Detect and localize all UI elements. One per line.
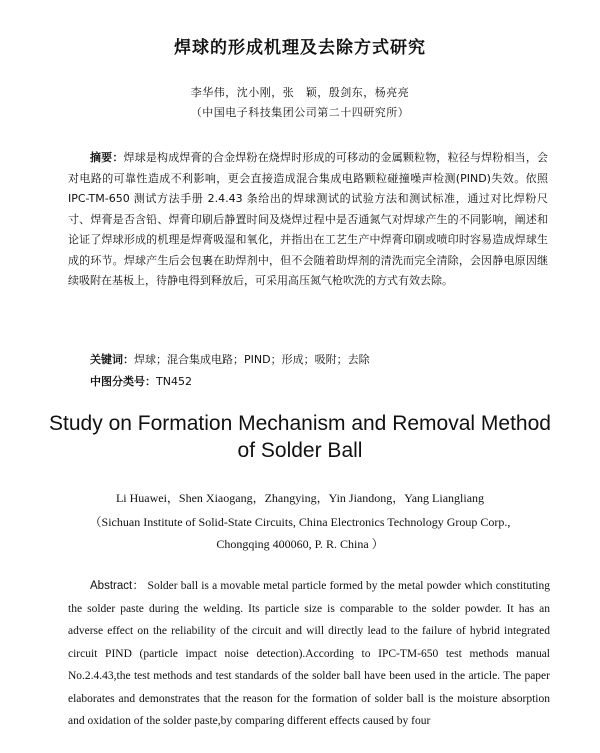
en-abstract (68, 575, 550, 733)
cn-affiliation: （中国电子科技集团公司第二十四研究所） (190, 106, 410, 119)
cn-title: 焊球的形成机理及去除方式研究 (174, 38, 426, 58)
en-title: Study on Formation Mechanism and Removal Method of Solder Ball (49, 412, 551, 462)
cn-class-label: 中图分类号： (90, 375, 156, 388)
en-affiliation-line1: （Sichuan Institute of Solid-State Circuits, China Electronics Technology Group Corp., (89, 515, 511, 529)
cn-classification (90, 372, 550, 392)
cn-keywords-label: 关键词： (90, 353, 134, 366)
en-abstract-label: Abstract： (90, 580, 145, 592)
cn-keywords (90, 350, 550, 370)
en-abstract-text: Solder ball is a movable metal particle formed by the metal powder which constituting the solder paste during the welding. Its particle size is comparable to the solder powder. It has an adverse effect on the reliability of the circuit and will directly lead to the failure of hybrid integrated circuit PIND (particle impact noise detection).According to IPC-TM-650 test methods manual No.2.4.43,the test methods and test standards of the solder ball have been used in the article. The paper elaborates and demonstrates that the reason for the formation of solder ball is the moisture absorption and oxidation of the solder paste,by comparing different effects caused by four (68, 580, 550, 727)
cn-keywords-text: 焊球；混合集成电路；PIND；形成；吸附；去除 (134, 353, 370, 366)
cn-abstract (68, 148, 548, 292)
cn-abstract-label: 摘要： (90, 151, 124, 164)
en-affiliation-line2: Chongqing 400060, P. R. China ） (216, 537, 384, 551)
cn-class-text: TN452 (156, 375, 192, 388)
en-authors: Li Huawei，Shen Xiaogang，Zhangying，Yin Jiandong，Yang Liangliang (115, 491, 485, 505)
cn-abstract-text: 焊球是构成焊膏的合金焊粉在烧焊时形成的可移动的金属颗粒物，粒径与焊粉相当，会对电路的可靠性造成不利影响，更会直接造成混合集成电路颗粒碰撞噪声检测(PIND)失效。依照 IPC-TM-650 测试方法手册 2.4.43 条给出的焊球测试的试验方法和测试标准，通过对比焊粉尺寸、焊膏是否含铅、焊膏印刷后静置时间及烧焊过程中是否通氮气对焊球产生的不同影响，阐述和论证了焊球形成的机理是焊膏吸湿和氧化，并指出在工艺生产中焊膏印刷或喷印时容易造成焊球生成的环节。焊球产生后会包裹在助焊剂中，但不会随着助焊剂的清洗而完全清除，会因静电原因继续吸附在基板上，待静电得到释放后，可采用高压氮气枪吹洗的方式有效去除。 (68, 151, 549, 287)
cn-authors: 李华伟，沈小刚，张 颖，殷剑东，杨亮亮 (190, 86, 410, 99)
